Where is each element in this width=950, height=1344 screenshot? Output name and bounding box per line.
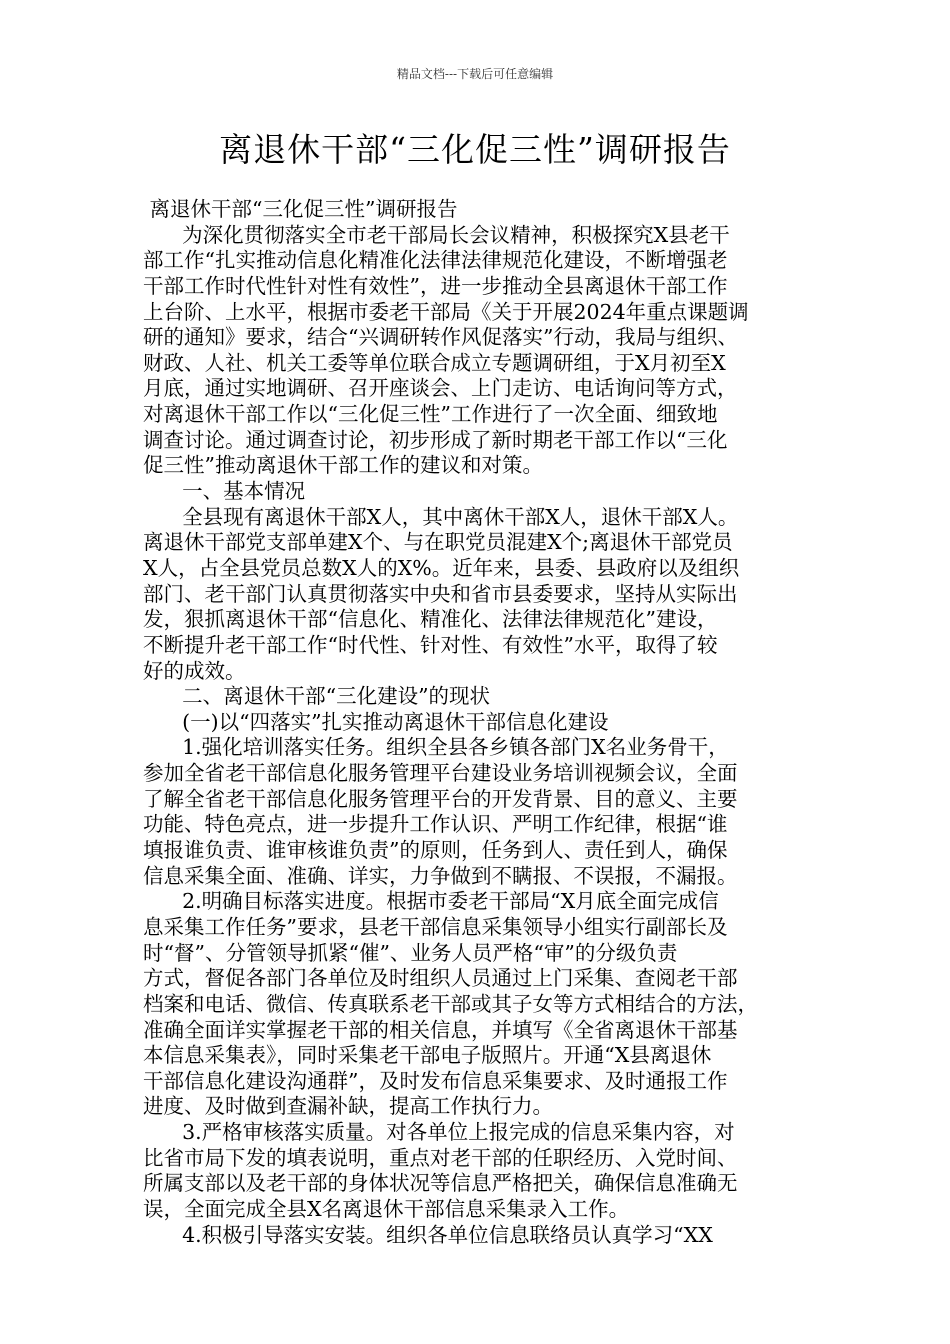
body-line: 发，狠抓离退休干部“信息化、精准化、法律法律规范化”建设， <box>143 607 718 632</box>
body-line: 比省市局下发的填表说明，重点对老干部的任职经历、入党时间、 <box>143 1145 738 1170</box>
body-line: 全县现有离退休干部X人，其中离休干部X人，退休干部X人。 <box>143 504 739 529</box>
body-line: 所属支部以及老干部的身体状况等信息严格把关，确保信息准确无 <box>143 1171 738 1196</box>
section-heading: 二、离退休干部“三化建设”的现状 <box>143 684 491 709</box>
body-line: 方式，督促各部门各单位及时组织人员通过上门采集、查阅老干部 <box>143 966 738 991</box>
body-line: 促三性”推动离退休干部工作的建议和对策。 <box>143 453 543 478</box>
body-line: 了解全省老干部信息化服务管理平台的开发背景、目的意义、主要 <box>143 786 738 811</box>
body-line: 时“督”、分管领导抓紧“催”、业务人员严格“审”的分级负责 <box>143 940 678 965</box>
body-line: 档案和电话、微信、传真联系老干部或其子女等方式相结合的方法， <box>143 991 758 1016</box>
body-line: 1.强化培训落实任务。组织全县各乡镇各部门X名业务骨干， <box>143 735 729 760</box>
body-line: 好的成效。 <box>143 658 246 683</box>
body-line: 离退休干部党支部单建X个、与在职党员混建X个;离退休干部党员 <box>143 530 733 555</box>
header-note: 精品文档---下载后可任意编辑 <box>396 67 554 81</box>
body-line: 上台阶、上水平，根据市委老干部局《关于开展2024年重点课题调 <box>143 299 749 324</box>
body-line: 为深化贯彻落实全市老干部局长会议精神，积极探究X县老干 <box>143 222 730 247</box>
section-heading: 一、基本情况 <box>143 479 306 504</box>
body-line: 财政、人社、机关工委等单位联合成立专题调研组，于X月初至X <box>143 350 726 375</box>
body-line: 干部工作时代性针对性有效性”，进一步推动全县离退休干部工作 <box>143 273 728 298</box>
body-line: 3.严格审核落实质量。对各单位上报完成的信息采集内容，对 <box>143 1120 735 1145</box>
document-title: 离退休干部“三化促三性”调研报告 <box>219 130 731 169</box>
body-line: 2.明确目标落实进度。根据市委老干部局“X月底全面完成信 <box>143 889 719 914</box>
body-line: 信息采集全面、准确、详实，力争做到不瞒报、不误报，不漏报。 <box>143 863 738 888</box>
document-body <box>143 197 815 1248</box>
body-line: 对离退休干部工作以“三化促三性”工作进行了一次全面、细致地 <box>143 402 718 427</box>
body-line: 研的通知》要求，结合“兴调研转作风促落实”行动，我局与组织、 <box>143 325 738 350</box>
body-line: 部工作“扎实推动信息化精准化法律法律规范化建设，不断增强老 <box>143 248 728 273</box>
body-line: 不断提升老干部工作“时代性、针对性、有效性”水平，取得了较 <box>143 632 718 657</box>
body-line: 离退休干部“三化促三性”调研报告 <box>143 197 458 221</box>
body-line: 4.积极引导落实安装。组织各单位信息联络员认真学习“XX <box>143 1222 713 1247</box>
body-line: 部门、老干部门认真贯彻落实中央和省市县委要求，坚持从实际出 <box>143 581 738 606</box>
body-line: 干部信息化建设沟通群”，及时发布信息采集要求、及时通报工作 <box>143 1068 728 1093</box>
body-line: 功能、特色亮点，进一步提升工作认识、严明工作纪律，根据“谁 <box>143 812 728 837</box>
body-line: 调查讨论。通过调查讨论，初步形成了新时期老干部工作以“三化 <box>143 427 728 452</box>
body-line: 填报谁负责、谁审核谁负责”的原则，任务到人、责任到人，确保 <box>143 838 728 863</box>
body-line: 参加全省老干部信息化服务管理平台建设业务培训视频会议，全面 <box>143 761 738 786</box>
body-line: 误，全面完成全县X名离退休干部信息采集录入工作。 <box>143 1196 630 1221</box>
subsection-heading: (一)以“四落实”扎实推动离退休干部信息化建设 <box>143 709 609 734</box>
body-line: 准确全面详实掌握老干部的相关信息，并填写《全省离退休干部基 <box>143 1017 738 1042</box>
body-line: X人，占全县党员总数X人的X%。近年来，县委、县政府以及组织 <box>143 555 740 580</box>
body-line: 进度、及时做到查漏补缺，提高工作执行力。 <box>143 1094 553 1119</box>
body-line: 本信息采集表》，同时采集老干部电子版照片。开通“X县离退休 <box>143 1043 712 1068</box>
body-line: 息采集工作任务”要求，县老干部信息采集领导小组实行副部长及 <box>143 914 728 939</box>
body-line: 月底，通过实地调研、召开座谈会、上门走访、电话询问等方式， <box>143 376 738 401</box>
